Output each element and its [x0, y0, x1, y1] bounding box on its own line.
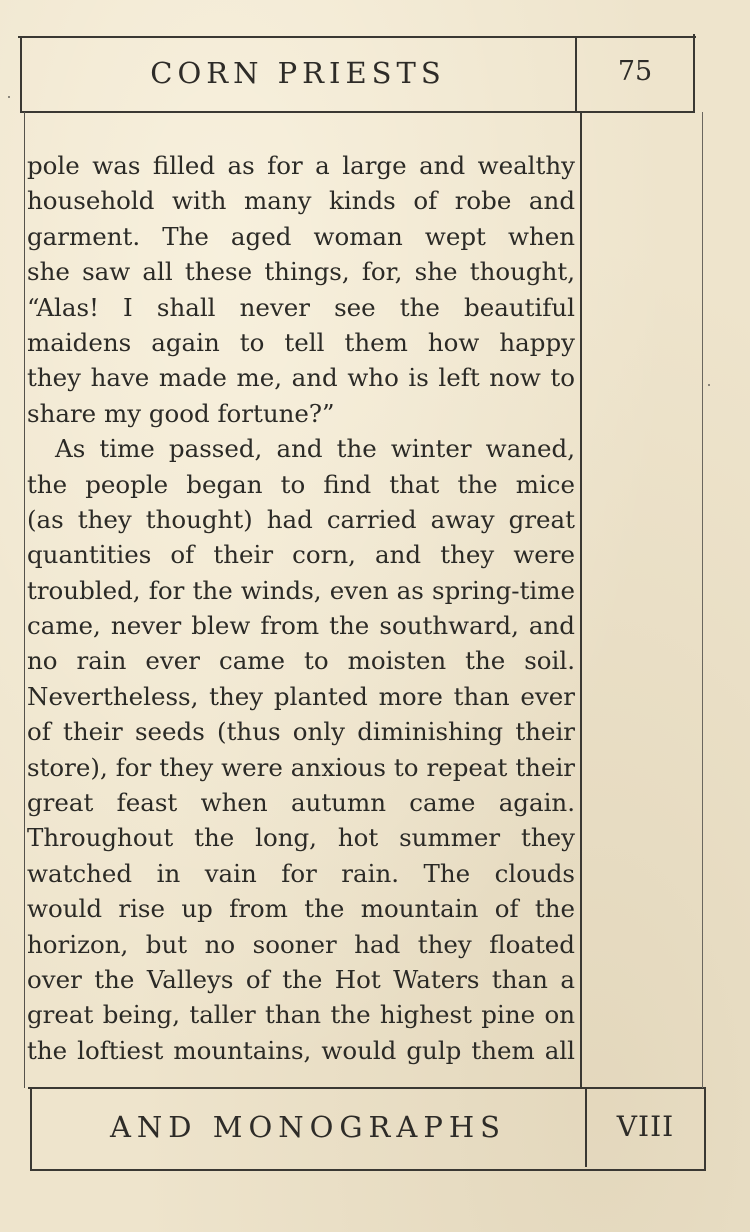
page-speck [708, 384, 710, 386]
text-line: the loftiest mountains, would gulp them all [27, 1035, 575, 1065]
header-right-rule [693, 34, 695, 113]
text-line: Throughout the long, hot summer they [27, 823, 575, 853]
text-line: great being, taller than the highest pine on [27, 1000, 575, 1030]
body-right-rule [702, 112, 703, 1088]
top-border-rule [18, 36, 696, 38]
body-column-separator [580, 112, 582, 1088]
text-line: “Alas! I shall never see the beautiful [27, 292, 575, 322]
text-line: of their seeds (thus only diminishing their [27, 717, 575, 747]
bottom-border-rule [30, 1169, 706, 1171]
text-line: they have made me, and who is left now to [27, 363, 575, 393]
text-line: over the Valleys of the Hot Waters than a [27, 964, 575, 994]
text-line: the people began to find that the mice [27, 469, 575, 499]
text-line: share my good fortune?” [27, 398, 335, 428]
running-title: CORN PRIESTS [150, 56, 446, 90]
body-left-rule [24, 112, 25, 1088]
text-line: would rise up from the mountain of the [27, 894, 575, 924]
text-line: Nevertheless, they planted more than ever [27, 681, 575, 711]
text-line: pole was filled as for a large and wealthy [27, 151, 575, 180]
text-line: watched in vain for rain. The clouds [27, 858, 575, 888]
text-line: no rain ever came to moisten the soil. [27, 646, 575, 676]
body-text [27, 148, 575, 1068]
series-title: AND MONOGRAPHS [109, 1110, 507, 1144]
text-line: great feast when autumn came again. [27, 788, 575, 818]
header-divider-rule [20, 111, 694, 113]
text-line: she saw all these things, for, she thought, [27, 257, 575, 287]
volume-number: VIII [616, 1110, 675, 1143]
text-line: maidens again to tell them how happy [27, 327, 575, 357]
text-line: troubled, for the winds, even as spring-time [27, 575, 575, 605]
text-line: garment. The aged woman wept when [27, 221, 575, 251]
text-line: horizon, but no sooner had they floated [27, 929, 575, 959]
page-number: 75 [617, 56, 653, 87]
paragraph-start-line: As time passed, and the winter waned, [55, 434, 575, 464]
footer-divider-rule [28, 1087, 704, 1089]
footer-right-rule [704, 1087, 706, 1171]
text-line: (as they thought) had carried away great [27, 504, 575, 534]
text-line: came, never blew from the southward, and [27, 611, 575, 641]
page-speck [8, 96, 10, 98]
text-line: quantities of their corn, and they were [27, 540, 575, 570]
text-line: household with many kinds of robe and [27, 186, 575, 216]
text-line: store), for they were anxious to repeat their [27, 752, 575, 782]
